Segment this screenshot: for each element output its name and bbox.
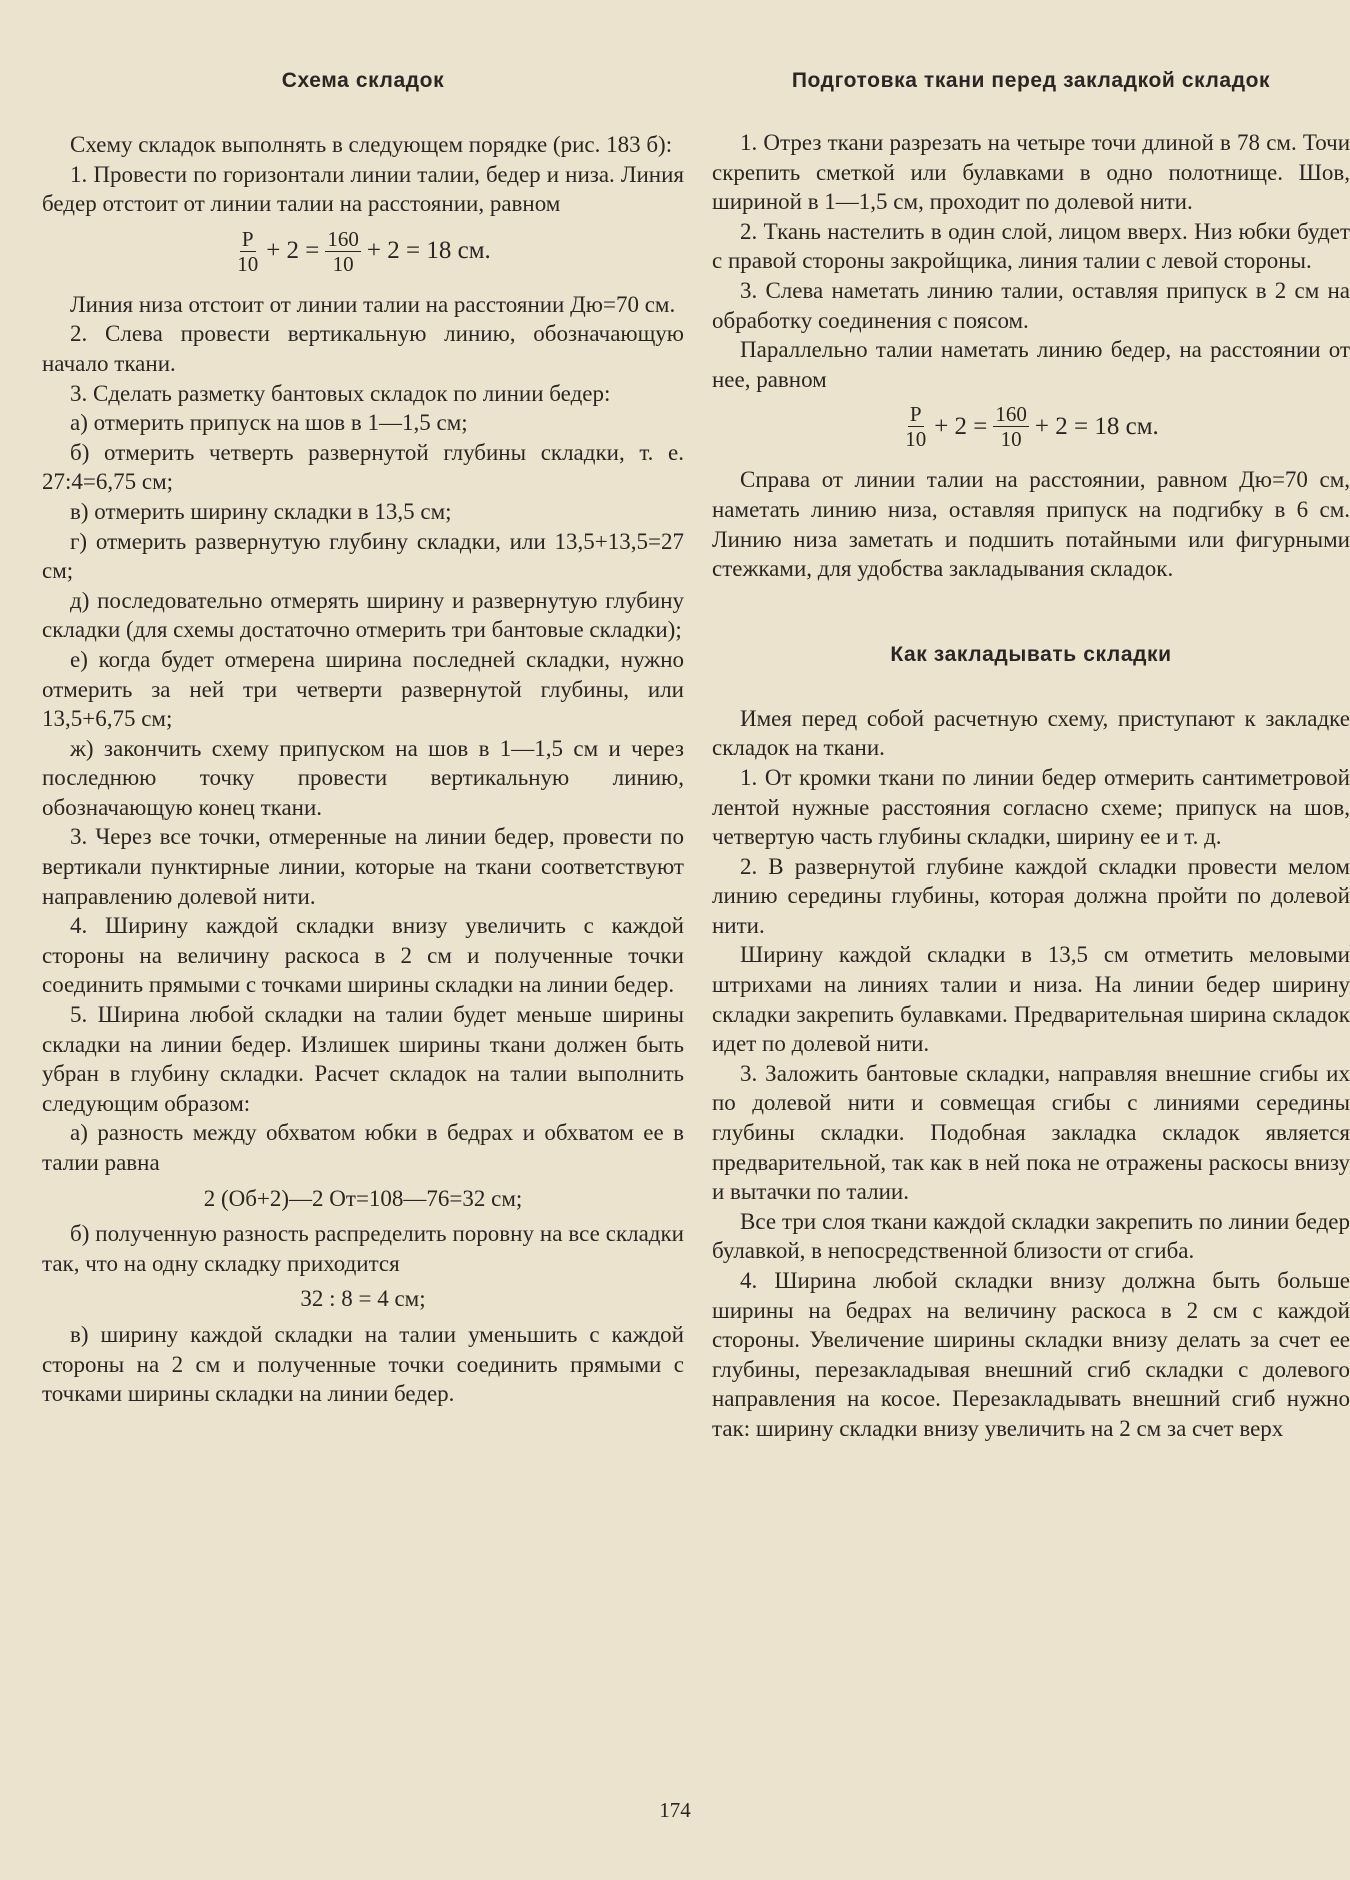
section-title-pleat-scheme: Схема складок <box>281 69 445 92</box>
list-item: ж) закончить схему припуском на шов в 1—1,5 см и через последнюю точку провести вертикальную линию, обозначающую конец ткани. <box>42 735 684 820</box>
list-item: б) отмерить четверть развернутой глубины складки, т. е. 27:4=6,75 см; <box>42 439 684 495</box>
formula-hip-distance: $\frac{P}{10}$ + 2 = $\frac{160}{10}$ + 2 = 18 см. <box>237 226 491 276</box>
paragraph: 3. Через все точки, отмеренные на линии бедер, провести по вертикали пунктирные линии, которые на ткани соответствуют направлению долевой нити. <box>42 824 684 909</box>
paragraph: Имея перед собой расчетную схему, приступают к закладке складок на ткани. <box>712 705 1350 761</box>
fraction: $\frac{160}{10}$ <box>327 226 359 276</box>
list-item: а) разность между обхватом юбки в бедрах и обхватом ее в талии равна <box>42 1120 684 1175</box>
fraction: $\frac{P}{10}$ <box>905 402 927 452</box>
paragraph: 2. Ткань настелить в один слой, лицом вверх. Низ юбки будет с правой стороны закройщика, линия талии с левой стороны. <box>712 218 1350 274</box>
paragraph: 1. Провести по горизонтали линии талии, бедер и низа. Линия бедер отстоит от линии талии на расстоянии, равном <box>42 161 684 217</box>
list-item: д) последовательно отмерять ширину и развернутую глубину складки (для схемы достаточно отмерить три бантовые складки); <box>42 587 684 643</box>
left-column <box>42 62 684 1409</box>
list-item: е) когда будет отмерена ширина последней складки, нужно отмерить за ней три четверти развернутой глубины, или 13,5+6,75 см; <box>42 646 684 732</box>
paragraph: 1. От кромки ткани по линии бедер отмерить сантиметровой лентой нужные расстояния согласно схеме; припуск на шов, четвертую часть глубины складки, ширину ее и т. д. <box>712 764 1350 850</box>
paragraph: Все три слоя ткани каждой складки закрепить по линии бедер булавкой, в непосредственной близости от сгиба. <box>712 1208 1350 1264</box>
fraction: $\frac{160}{10}$ <box>995 402 1027 452</box>
list-item: в) отмерить ширину складки в 13,5 см; <box>70 498 452 524</box>
paragraph: 1. Отрез ткани разрезать на четыре точи длиной в 78 см. Точи скрепить сметкой или булавками в одно полотнище. Шов, шириной в 1—1,5 см, проходит по долевой нити. <box>712 130 1350 215</box>
page-number: 174 <box>659 1798 691 1822</box>
paragraph: 2. Слева провести вертикальную линию, обозначающую начало ткани. <box>42 321 684 376</box>
paragraph: Схему складок выполнять в следующем порядке (рис. 183 б): <box>70 132 673 157</box>
fraction: $\frac{P}{10}$ <box>237 226 259 276</box>
paragraph: Справа от линии талии на расстоянии, равном Дю=70 см, наметать линию низа, оставляя припуск на подгибку в 6 см. Линию низа заметать и подшить потайными или фигурными стежками, для удобства закладывания складок. <box>712 467 1350 582</box>
paragraph: 3. Слева наметать линию талии, оставляя припуск в 2 см на обработку соединения с поясом. <box>712 277 1350 333</box>
list-item: б) полученную разность распределить поровну на все складки так, что на одну складку приходится <box>42 1221 684 1276</box>
paragraph: 3. Заложить бантовые складки, направляя внешние сгибы их по долевой нити и совмещая сгибы с линиями середины глубины складки. Подобная закладка складок является предварительной, так как в ней пока не отражены раскосы внизу и вытачки по талии. <box>712 1060 1350 1205</box>
paragraph: 4. Ширина любой складки внизу должна быть больше ширины на бедрах на величину раскоса в 2 см с каждой стороны. Увеличение ширины складки внизу делать за счет ее глубины, перезакладывая внешний сгиб складки с долевого направления на косое. Перезакладывать внешний сгиб нужно так: ширину складки внизу увеличить на 2 см за счет верх <box>712 1268 1350 1441</box>
paragraph: Параллельно талии наметать линию бедер, на расстоянии от нее, равном <box>712 337 1350 392</box>
paragraph: 5. Ширина любой складки на талии будет меньше ширины складки на линии бедер. Излишек ширины ткани должен быть убран в глубину складки. Расчет складок на талии выполнить следующим образом: <box>42 1002 684 1116</box>
list-item: а) отмерить припуск на шов в 1—1,5 см; <box>70 410 468 436</box>
paragraph: 2. В развернутой глубине каждой складки провести мелом линию середины глубины, которая должна пройти по долевой нити. <box>712 853 1350 938</box>
equation: 2 (Об+2)—2 От=108—76=32 см; <box>203 1185 523 1211</box>
formula-hip-distance: $\frac{P}{10}$ + 2 = $\frac{160}{10}$ + 2 = 18 см. <box>905 402 1159 452</box>
section-title-how-to-lay-pleats: Как закладывать складки <box>890 642 1172 666</box>
section-title-fabric-preparation: Подготовка ткани перед закладкой складок <box>791 69 1271 92</box>
paragraph: 3. Сделать разметку бантовых складок по линии бедер: <box>70 380 611 406</box>
paragraph: 4. Ширину каждой складки внизу увеличить с каждой стороны на величину раскоса в 2 см и полученные точки соединить прямыми с точками ширины складки на линии бедер. <box>42 913 684 998</box>
paragraph: Линия низа отстоит от линии талии на расстоянии Дю=70 см. <box>70 291 676 317</box>
list-item: г) отмерить развернутую глубину складки, или 13,5+13,5=27 см; <box>42 528 684 584</box>
paragraph: Ширину каждой складки в 13,5 см отметить меловыми штрихами на линиях талии и низа. На линии бедер ширину складки закрепить булавками. Предварительная ширина складок идет по долевой нити. <box>712 942 1350 1057</box>
list-item: в) ширину каждой складки на талии уменьшить с каждой стороны на 2 см и полученные точки соединить прямыми с точками ширины складки на линии бедер. <box>42 1321 684 1407</box>
right-column <box>712 62 1350 1444</box>
equation: 32 : 8 = 4 см; <box>300 1286 426 1312</box>
